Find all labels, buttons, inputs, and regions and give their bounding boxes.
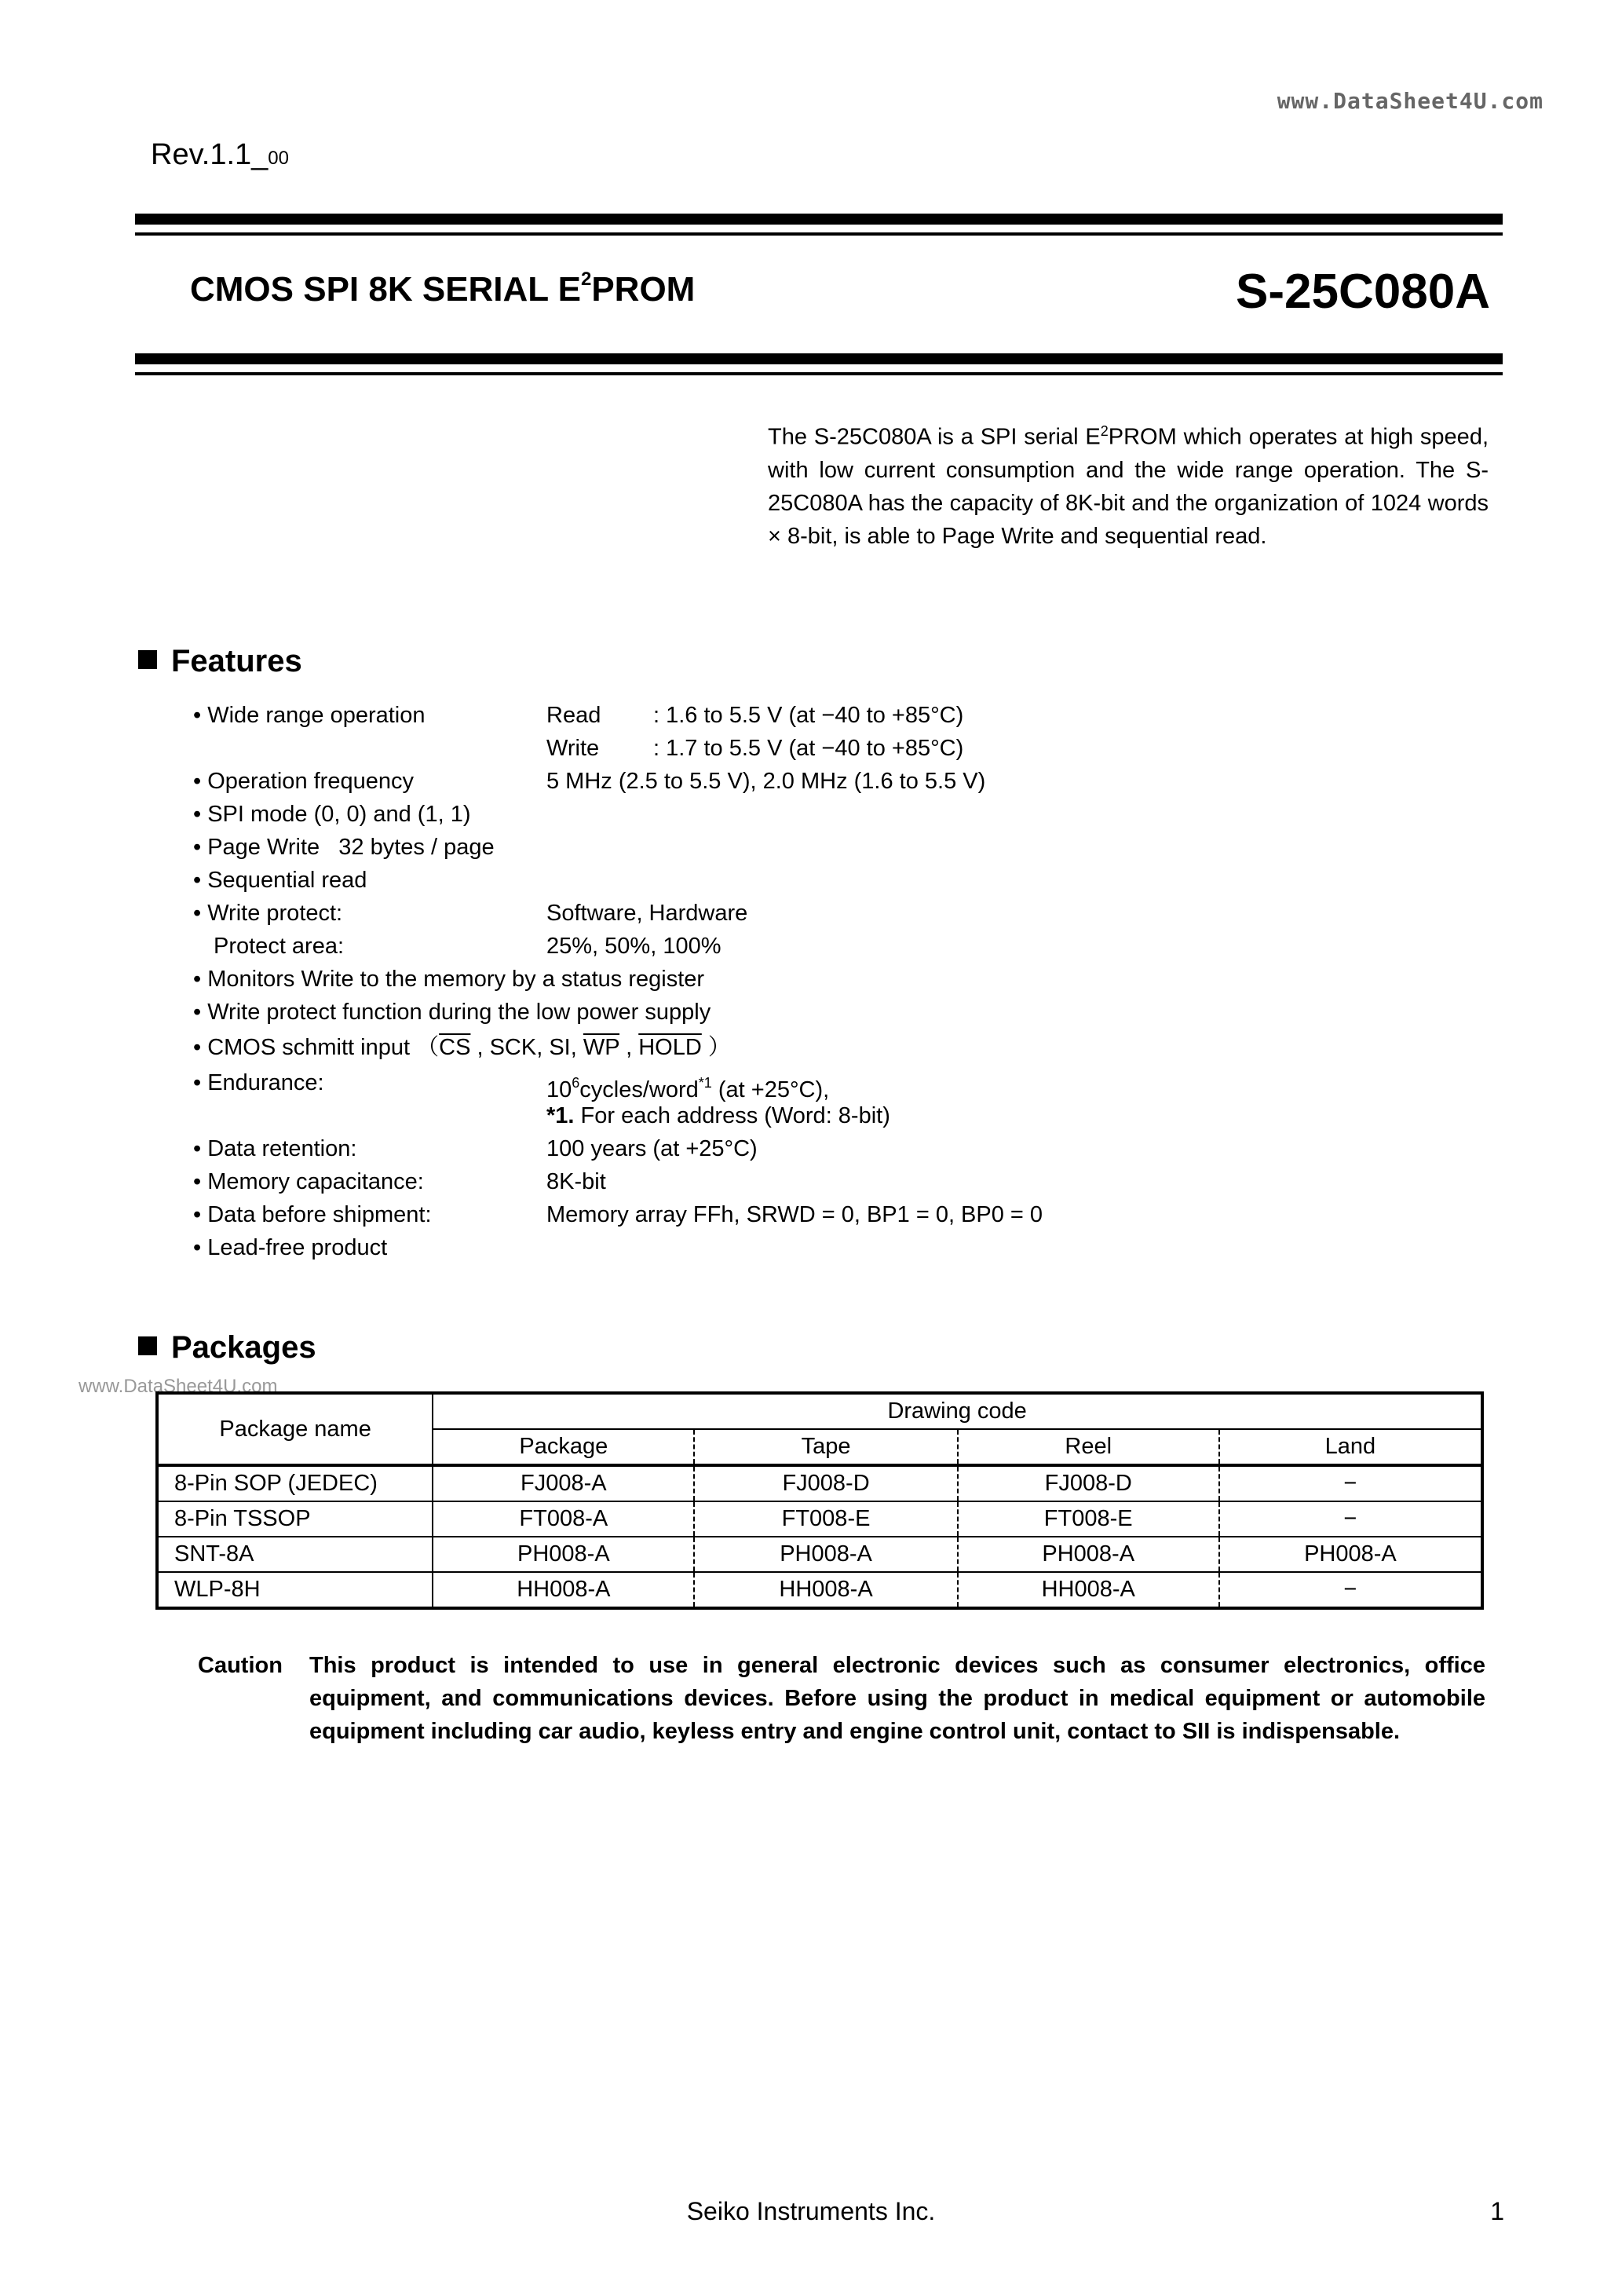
feature-label: • Sequential read <box>193 868 367 893</box>
subheader-reel: Reel <box>958 1429 1219 1465</box>
feature-label: • Write protect function during the low power supply <box>193 1000 711 1025</box>
packages-table <box>155 1391 1484 1610</box>
feature-label: • Endurance: <box>193 1070 324 1095</box>
cell-package: FJ008-A <box>433 1465 694 1501</box>
caution-text: This product is intended to use in general electronic devices such as consumer electronics, office equipment, and communications devices. Before using the product in medical equipment or automobile equipment including car audio, keyless entry and engine control unit, contact to SII is indispensable. <box>309 1653 1485 1744</box>
feature-label: • Data before shipment: <box>193 1202 432 1227</box>
schmitt-cs: $\overline{CS}$ <box>439 1035 471 1060</box>
subheader-land: Land <box>1219 1429 1482 1465</box>
title-prefix: CMOS SPI 8K SERIAL E <box>190 270 581 309</box>
cell-tape: PH008-A <box>694 1537 957 1572</box>
feature-label: • Write protect: <box>193 901 343 926</box>
feature-write-label: Write <box>546 736 600 761</box>
bottom-rule-thin <box>135 372 1503 375</box>
schmitt-sep2: , <box>619 1035 639 1060</box>
cell-package: PH008-A <box>433 1537 694 1572</box>
feature-label: • Data retention: <box>193 1136 357 1161</box>
watermark-mid: www.DataSheet4U.com <box>79 1376 278 1397</box>
cell-name: WLP-8H <box>157 1572 433 1608</box>
header-package-name: Package name <box>157 1393 433 1465</box>
feature-value: Software, Hardware <box>546 901 748 926</box>
square-bullet-icon <box>138 1336 157 1355</box>
cell-land: − <box>1219 1501 1482 1537</box>
revision-sub: 00 <box>268 148 289 169</box>
endurance-note-mark: *1 <box>698 1075 712 1091</box>
cell-reel: FJ008-D <box>958 1465 1219 1501</box>
footer-company: Seiko Instruments Inc. <box>686 2197 936 2225</box>
document-title <box>190 270 695 309</box>
feature-label: • Page Write 32 bytes / page <box>193 835 495 860</box>
cell-package: HH008-A <box>433 1572 694 1608</box>
feature-write-value: : 1.7 to 5.5 V (at −40 to +85°C) <box>653 736 964 761</box>
part-number: S-25C080A <box>1236 265 1490 319</box>
schmitt-label: • CMOS schmitt input （ <box>193 1035 440 1060</box>
title-sup: 2 <box>580 269 592 291</box>
table-row <box>157 1537 1482 1572</box>
subheader-tape: Tape <box>694 1429 957 1465</box>
intro-sup: 2 <box>1100 423 1109 439</box>
feature-label: • Memory capacitance: <box>193 1169 424 1194</box>
cell-reel: FT008-E <box>958 1501 1219 1537</box>
intro-part2: PROM which operates at high speed, with low current consumption and the wide range operation. The S-25C080A has the capacity of 8K-bit and the organization of 1024 words × 8-bit, is able to Page Write and sequential read. <box>768 424 1489 549</box>
revision-main: Rev.1.1_ <box>151 138 269 171</box>
feature-label: • Wide range operation <box>193 703 426 728</box>
feature-read-value: : 1.6 to 5.5 V (at −40 to +85°C) <box>653 703 964 728</box>
table-row <box>157 1501 1482 1537</box>
endurance-tail: (at +25°C), <box>711 1077 830 1102</box>
endurance-base: 10 <box>546 1077 572 1102</box>
page-number: 1 <box>1490 2197 1504 2225</box>
feature-value: 25%, 50%, 100% <box>546 934 721 959</box>
top-rule-thick <box>135 214 1503 225</box>
schmitt-sep1: , SCK, SI, <box>470 1035 583 1060</box>
cell-tape: HH008-A <box>694 1572 957 1608</box>
feature-label: • Operation frequency <box>193 769 414 794</box>
bottom-rule-thick <box>135 353 1503 364</box>
header-drawing-code: Drawing code <box>433 1393 1482 1429</box>
feature-label: • SPI mode (0, 0) and (1, 1) <box>193 802 471 827</box>
cell-land: − <box>1219 1465 1482 1501</box>
revision <box>151 138 289 172</box>
schmitt-wp: $\overline{WP}$ <box>583 1035 620 1060</box>
endurance-mid: cycles/word <box>579 1077 699 1102</box>
feature-read-label: Read <box>546 703 601 728</box>
cell-tape: FT008-E <box>694 1501 957 1537</box>
cell-land: PH008-A <box>1219 1537 1482 1572</box>
cell-name: 8-Pin TSSOP <box>157 1501 433 1537</box>
schmitt-end: ） <box>701 1035 731 1060</box>
features-heading <box>138 644 302 679</box>
features-heading-text: Features <box>171 644 302 678</box>
square-bullet-icon <box>138 650 157 669</box>
endurance-note-text: For each address (Word: 8-bit) <box>574 1103 890 1128</box>
feature-label: • Lead-free product <box>193 1235 388 1260</box>
packages-heading-text: Packages <box>171 1330 316 1365</box>
cell-name: 8-Pin SOP (JEDEC) <box>157 1465 433 1501</box>
feature-value: Memory array FFh, SRWD = 0, BP1 = 0, BP0 = 0 <box>546 1202 1043 1227</box>
cell-land: − <box>1219 1572 1482 1608</box>
cell-name: SNT-8A <box>157 1537 433 1572</box>
endurance-exp: 6 <box>572 1075 580 1091</box>
packages-heading <box>138 1330 316 1366</box>
subheader-package: Package <box>433 1429 694 1465</box>
table-row <box>157 1465 1482 1501</box>
intro-paragraph <box>768 415 1489 553</box>
feature-label: Protect area: <box>214 934 345 959</box>
cell-package: FT008-A <box>433 1501 694 1537</box>
intro-part1: The S-25C080A is a SPI serial E <box>768 424 1101 450</box>
table-row <box>157 1572 1482 1608</box>
feature-value: 5 MHz (2.5 to 5.5 V), 2.0 MHz (1.6 to 5.5 V) <box>546 769 986 794</box>
feature-value: 100 years (at +25°C) <box>546 1136 758 1161</box>
feature-label: • Monitors Write to the memory by a status register <box>193 967 705 992</box>
watermark-top: www.DataSheet4U.com <box>1277 88 1543 114</box>
endurance-note-bold: *1. <box>546 1103 575 1128</box>
cell-tape: FJ008-D <box>694 1465 957 1501</box>
top-rule-thin <box>135 232 1503 236</box>
title-suffix: PROM <box>591 270 696 309</box>
cell-reel: HH008-A <box>958 1572 1219 1608</box>
schmitt-hold: HOLD <box>638 1035 702 1060</box>
table-header-row <box>157 1393 1482 1429</box>
feature-value: 8K-bit <box>546 1169 606 1194</box>
caution-label: Caution <box>198 1653 283 1678</box>
cell-reel: PH008-A <box>958 1537 1219 1572</box>
